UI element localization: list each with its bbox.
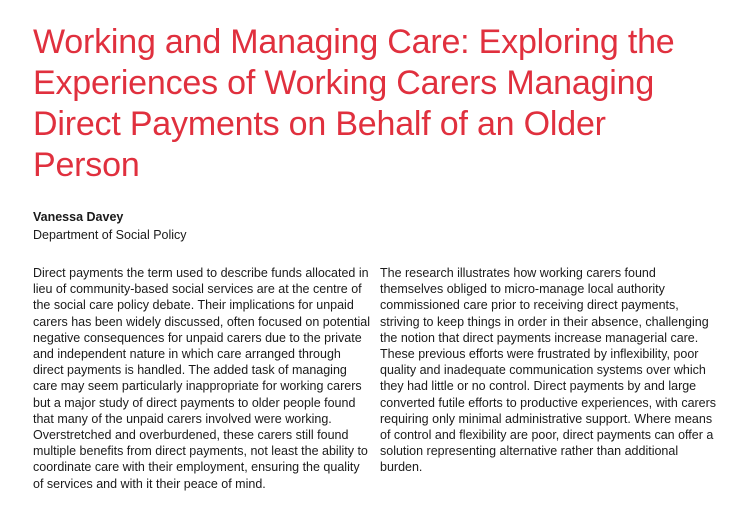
author-name: Vanessa Davey <box>33 210 124 224</box>
body-column-left: Direct payments the term used to describe funds allocated in lieu of community-based social services are at the centre of the social care policy debate. Their implications for unpaid carers has been widely discussed, often focused on potential negative consequences for unpaid carers due to the private and independent nature in which care arranged through direct payments is handled. The added task of managing care may seem particularly inappropriate for working carers but a major study of direct payments to older people found that many of the unpaid carers involved were working. Overstretched and overburdened, these carers still found multiple benefits from direct payments, not least the ability to coordinate care with their employment, ensuring the quality of services and with it their peace of mind. <box>33 266 371 491</box>
body-column-right: The research illustrates how working carers found themselves obliged to micro-manage local authority commissioned care prior to receiving direct payments, striving to keep things in order in their absence, challenging the notion that direct payments increase managerial care. These previous efforts were frustrated by inflexibility, poor quality and inadequate communication systems over which they had little or no control. Direct payments by and large converted futile efforts to productive experiences, with carers requiring only minimal administrative support. Where means of control and flexibility are poor, direct payments can offer a solution representing alternative rather than additional burden. <box>380 266 717 475</box>
author-affiliation: Department of Social Policy <box>33 228 187 242</box>
article-title: Working and Managing Care: Exploring the Experiences of Working Carers Managing Direct Payments on Behalf of an Older Person <box>33 23 675 184</box>
